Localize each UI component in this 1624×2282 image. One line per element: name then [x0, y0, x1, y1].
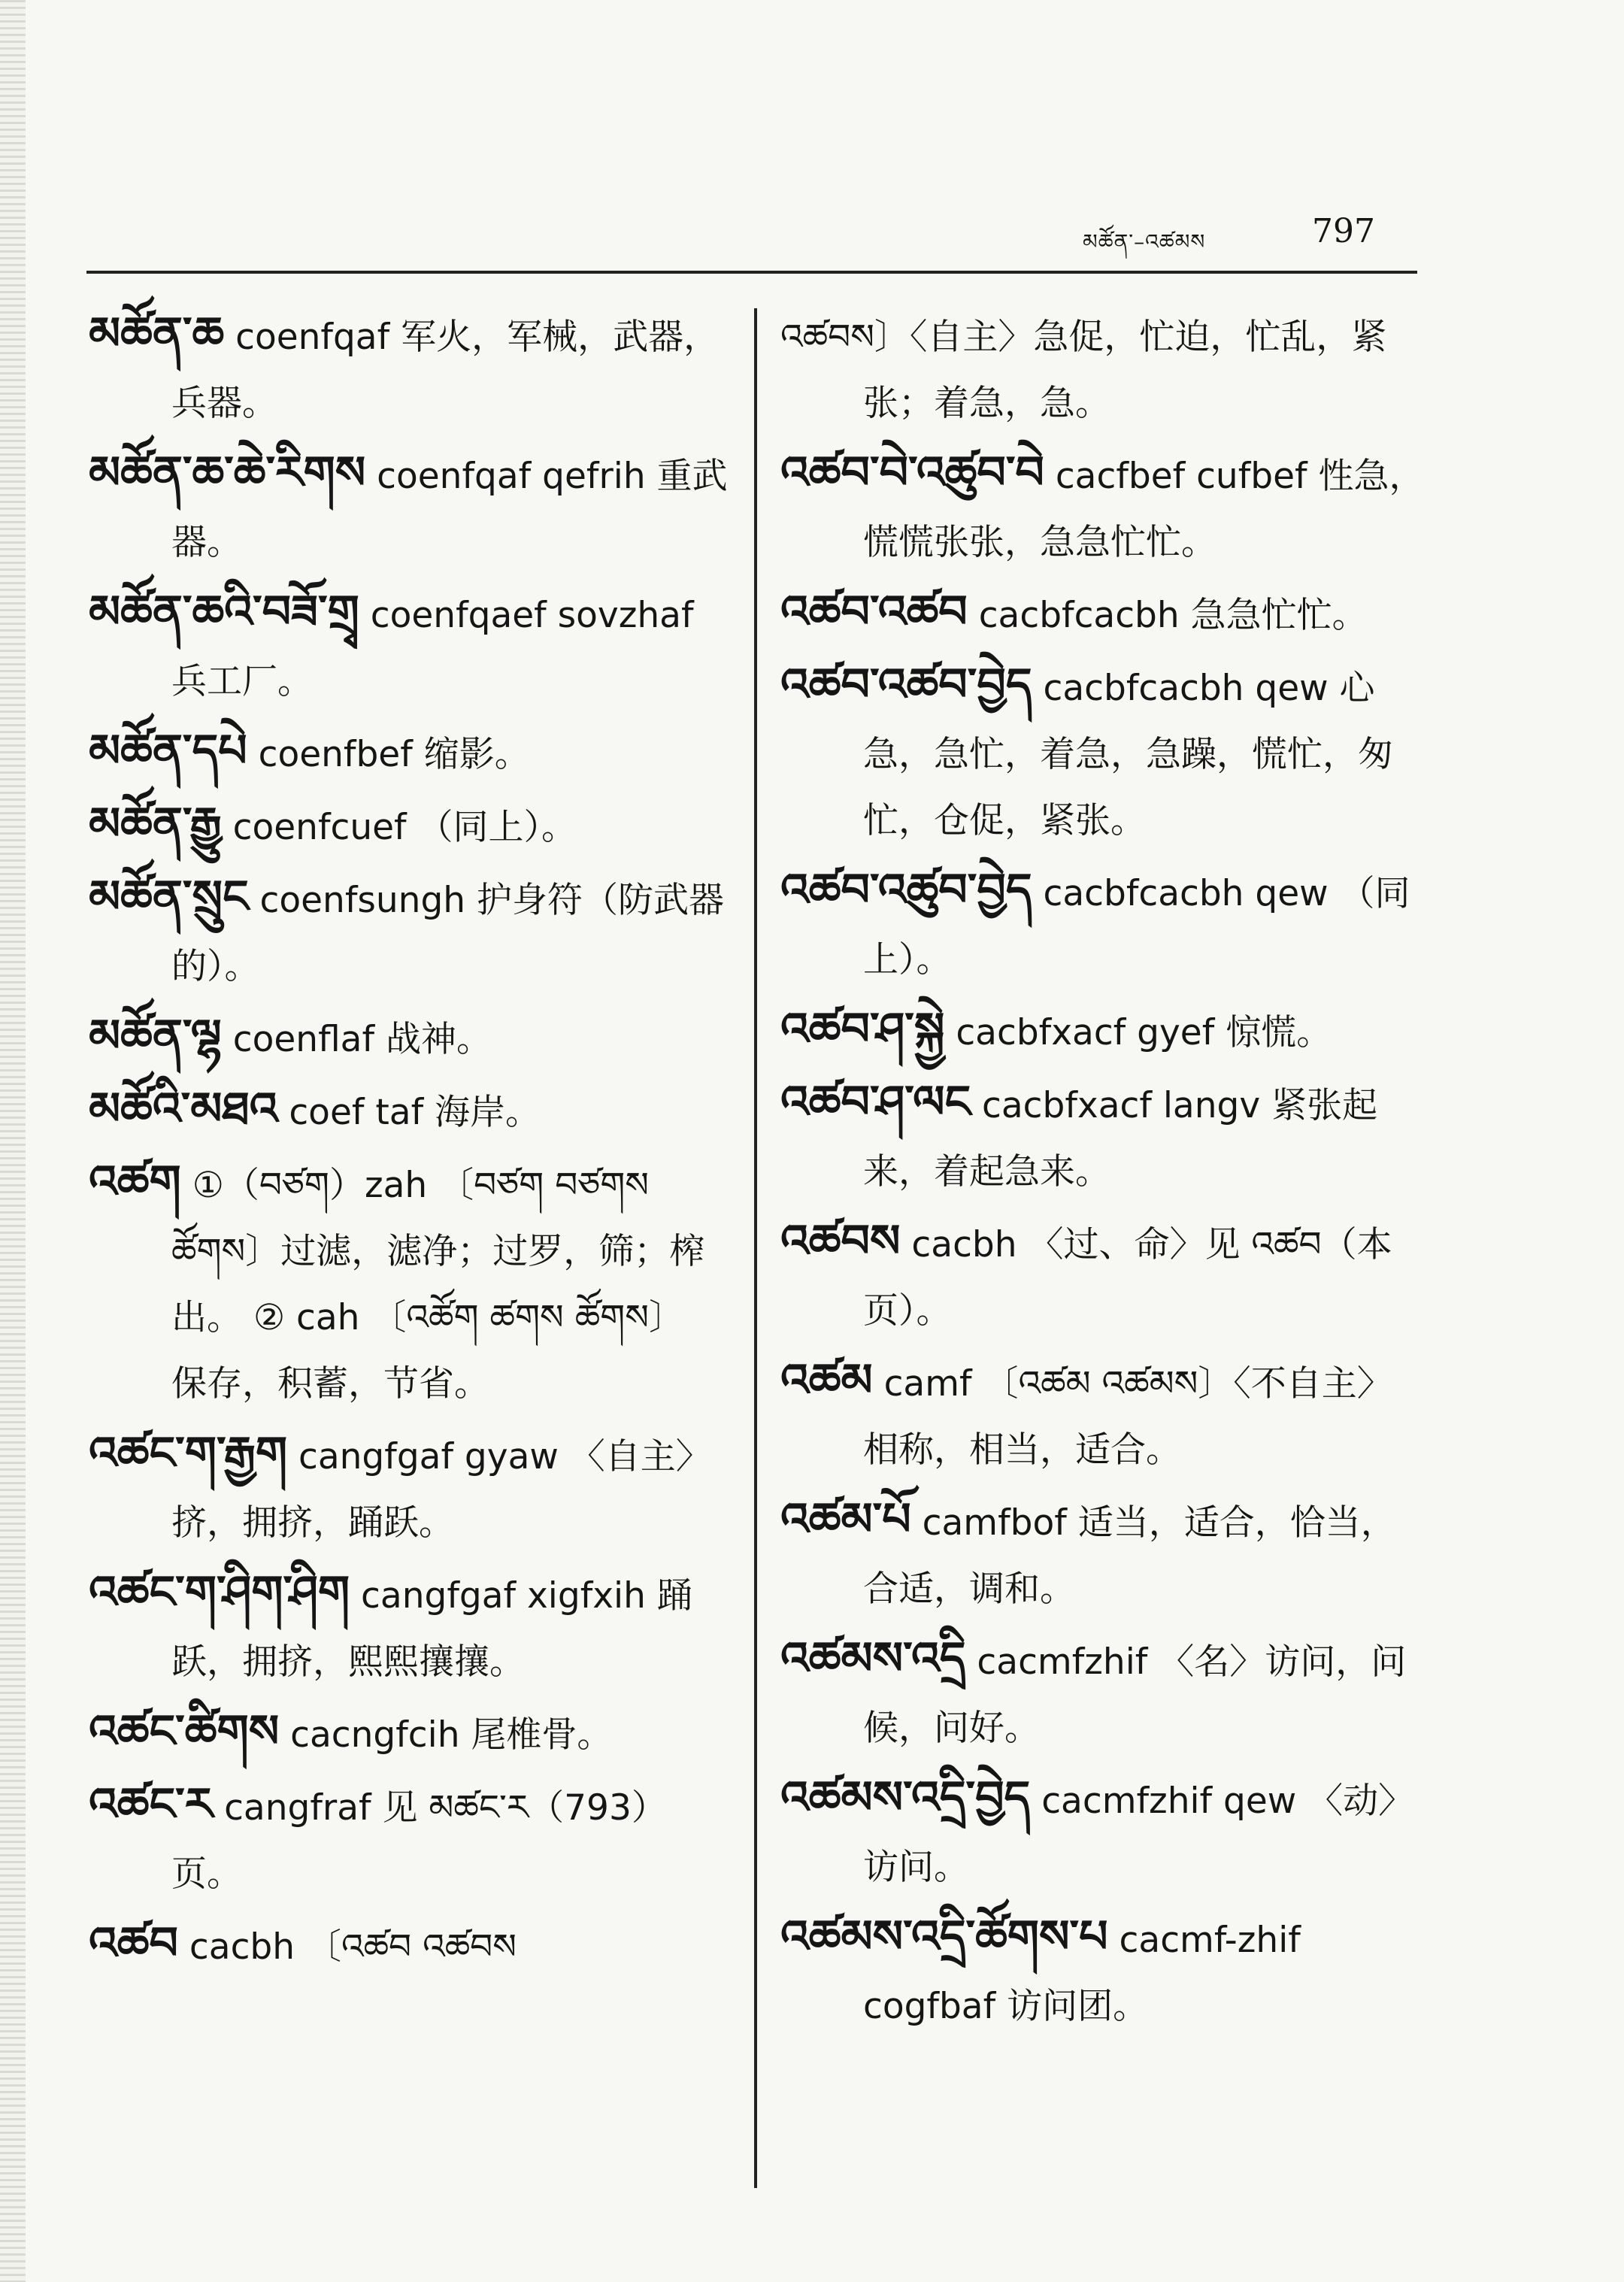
entry-body: cacbfcacbh qew 心急，急忙，着急，急躁，慌忙，匆忙，仓促，紧张。 — [863, 668, 1393, 841]
entry-headword: མཚོན་ཆ་ཆེ་རིགས — [89, 447, 366, 499]
entry-headword: མཚོའི་མཐའ — [89, 1083, 278, 1135]
entry-headword: འཚབ་འཚབ — [780, 586, 968, 638]
entry-headword: འཚབས — [780, 1215, 901, 1268]
dictionary-entry — [89, 1771, 728, 1908]
entry-headword: མཚོན་ལྷ — [89, 1010, 222, 1062]
entry-headword: འཚང་ག་རྒྱག — [89, 1427, 288, 1480]
entry-headword: འཚབ་ཤ་སྐྱེ — [780, 1003, 945, 1056]
dictionary-entry — [89, 1149, 728, 1417]
entry-headword: འཚབ — [89, 1917, 178, 1970]
guide-words: མཚོན་–འཚམས — [1083, 229, 1206, 254]
entry-body: cangfraf 见 མཚང་ར（793）页。 — [171, 1787, 667, 1895]
dictionary-entry — [89, 1003, 728, 1073]
dictionary-entry — [89, 1420, 728, 1556]
dictionary-entry — [89, 1559, 728, 1696]
column-divider — [754, 308, 757, 2188]
dictionary-entry — [89, 1699, 728, 1768]
entry-body: coenfqaef sovzhaf 兵工厂。 — [171, 595, 694, 702]
entry-body: cacmf-zhif cogfbaf 访问团。 — [863, 1920, 1301, 2027]
entry-body: cacngfcih 尾椎骨。 — [279, 1714, 613, 1756]
entry-headword: འཚམས་འདྲི — [780, 1632, 966, 1685]
entry-body: camfbof 适当，适合，恰当，合适，调和。 — [863, 1502, 1396, 1610]
dictionary-entry — [780, 579, 1427, 649]
entry-headword: འཚབ་བེ་འཚུབ་བེ — [780, 447, 1044, 499]
entry-headword: འཚང་ཚིགས — [89, 1705, 280, 1758]
entry-headword: མཚོན་རྒྱུ — [89, 798, 222, 850]
entry-headword: འཚབ་འཚུབ་བྱེད — [780, 864, 1032, 917]
dictionary-entry — [780, 1765, 1427, 1901]
dictionary-entry — [780, 440, 1427, 576]
dictionary-entry-continued — [780, 301, 1427, 437]
entry-headword: འཚབ་ཤ་ལང — [780, 1076, 971, 1129]
entry-body: coef taf 海岸。 — [277, 1092, 541, 1133]
entry-headword: འཚམ་པོ — [780, 1493, 911, 1546]
entry-body: cangfgaf xigfxih 踊跃，拥挤，熙熙攘攘。 — [171, 1575, 692, 1683]
entry-body: cacbfcacbh qew （同上）。 — [863, 873, 1410, 980]
dictionary-entry — [89, 791, 728, 861]
entry-headword: འཚང་ག་ཤིག་ཤིག — [89, 1566, 350, 1619]
dictionary-entry — [780, 1069, 1427, 1205]
entry-headword: འཚམས་འདྲི་ཚོགས་པ — [780, 1911, 1108, 1963]
entry-body: cacfbef cufbef 性急，慌慌张张，急急忙忙。 — [863, 456, 1425, 563]
entry-headword: འཚབ་འཚབ་བྱེད — [780, 659, 1032, 711]
dictionary-entry — [780, 1486, 1427, 1623]
dictionary-entry — [780, 1626, 1427, 1762]
entry-body: འཚབས〕〈自主〉急促，忙迫，忙乱，紧张；着急，急。 — [780, 317, 1387, 424]
entry-body: coenfqaf 军火，军械，武器，兵器。 — [171, 317, 720, 424]
dictionary-entry — [780, 996, 1427, 1066]
entry-body: cacbfxacf langv 紧张起来，着起急来。 — [863, 1085, 1378, 1193]
entry-body: cacmfzhif 〈名〉访问，问候，问好。 — [863, 1641, 1407, 1749]
dictionary-entry — [89, 1911, 728, 1980]
entry-body: camf 〔འཚམ འཚམས〕〈不自主〉相称，相当，适合。 — [863, 1363, 1392, 1471]
entry-headword: འཚང་ར — [89, 1778, 214, 1831]
entry-body: coenfsungh 护身符（防武器的）。 — [171, 880, 725, 987]
entry-body: coenfcuef （同上）。 — [221, 807, 577, 848]
entry-headword: མཚོན་ཆ — [89, 308, 225, 360]
entry-headword: འཚམས་འདྲི་བྱེད — [780, 1771, 1031, 1824]
dictionary-entry — [89, 864, 728, 1000]
dictionary-entry — [89, 718, 728, 788]
entry-body: coenfbef 缩影。 — [247, 734, 530, 775]
entry-body: ①（བཙག）zah 〔བཙག བཙགས ཚོགས〕过滤，滤净；过罗，筛；榨出。 ② cah 〔འཚོག ཚགས ཚོགས〕 保存，积蓄，节省。 — [171, 1165, 705, 1405]
dictionary-entry — [89, 1076, 728, 1146]
entry-headword: མཚོན་ཆའི་བཟོ་གྲྭ — [89, 586, 359, 638]
dictionary-entry — [780, 652, 1427, 854]
entry-headword: འཚམ — [780, 1354, 873, 1407]
entry-headword: འཚག — [89, 1156, 181, 1208]
entry-headword: མཚོན་དཔེ — [89, 725, 247, 777]
entry-body: cacbfcacbh 急急忙忙。 — [967, 595, 1368, 636]
dictionary-entry — [89, 440, 728, 576]
header-rule — [86, 271, 1417, 274]
dictionary-entry — [89, 579, 728, 715]
left-column — [89, 301, 728, 1983]
entry-body: cangfgaf gyaw 〈自主〉挤，拥挤，踊跃。 — [171, 1436, 711, 1544]
dictionary-entry — [780, 1347, 1427, 1483]
entry-body: cacbh 〔འཚབ འཚབས — [177, 1926, 517, 1968]
dictionary-entry — [780, 1208, 1427, 1344]
right-column — [780, 301, 1427, 2043]
entry-body: cacbfxacf gyef 惊慌。 — [944, 1012, 1332, 1053]
entry-body: cacbh 〈过、命〉见 འཚབ（本页）。 — [863, 1224, 1392, 1332]
entry-headword: མཚོན་སྲུང — [89, 871, 249, 923]
dictionary-entry — [89, 301, 728, 437]
entry-body: coenflaf 战神。 — [221, 1019, 492, 1060]
dictionary-entry — [780, 857, 1427, 993]
entry-body: coenfqaf qefrih 重武器。 — [171, 456, 728, 563]
page-number: 797 — [1312, 212, 1375, 250]
scan-edge — [0, 0, 26, 2282]
dictionary-entry — [780, 1904, 1427, 2040]
entry-body: cacmfzhif qew 〈动〉访问。 — [863, 1780, 1414, 1888]
